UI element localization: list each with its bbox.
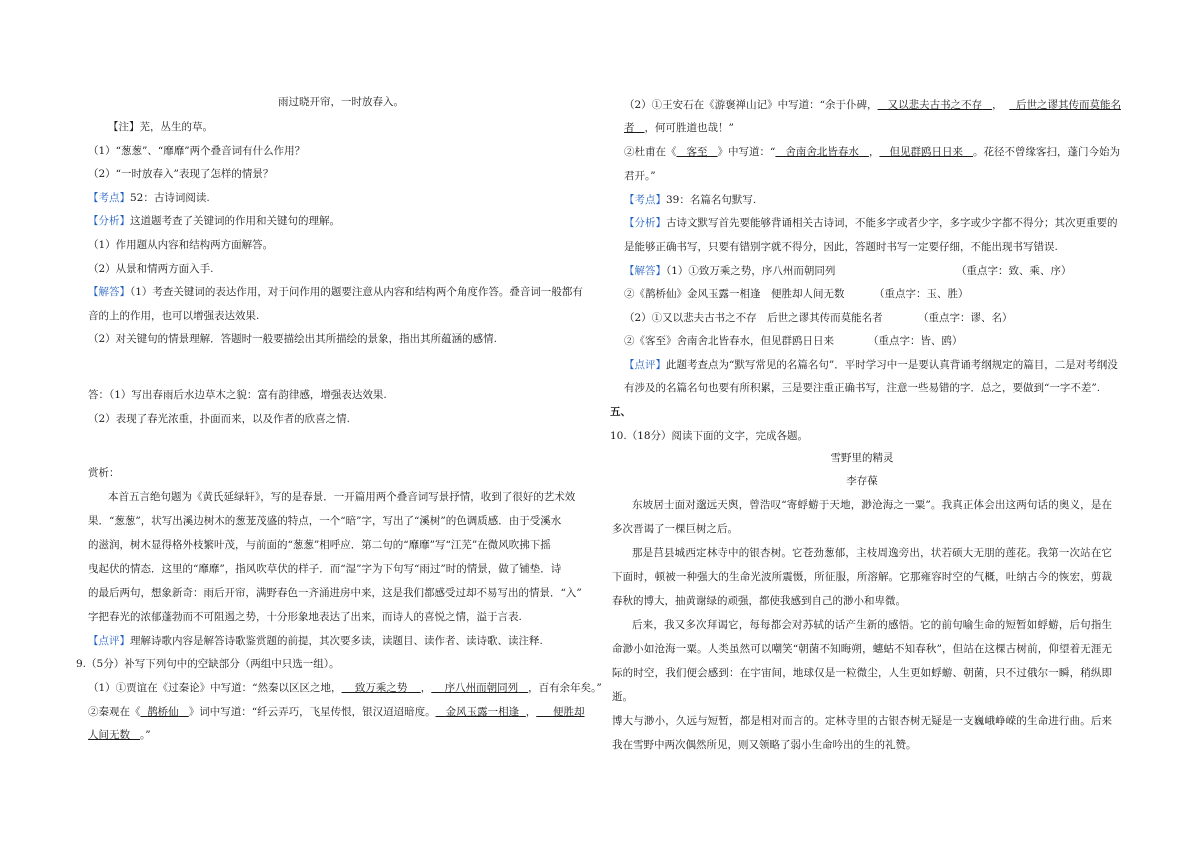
- r-jieda-3-key: （重点字：谬、名）: [918, 312, 1013, 324]
- article-line: 春秋的博大，抽黄谢绿的顽强，都使我感到自己的渺小和卑微。: [612, 595, 906, 607]
- fenxi-point-2: （2）从景和情两方面入手.: [88, 263, 214, 275]
- q9-2-blank-2b: [88, 729, 140, 741]
- r1-comma: ，: [992, 99, 1003, 111]
- r-kaodian-tag: 【考点】: [624, 194, 666, 206]
- dianping-text: 理解诗歌内容是解答诗歌鉴赏题的前提，其次要多读，读题目、读作者、读诗歌、读注释.: [130, 635, 543, 647]
- q9-2-answer-2b: 人间无数: [88, 729, 130, 741]
- r-fenxi-line: [624, 216, 1118, 230]
- fenxi-line: [88, 214, 340, 228]
- r-jieda-3: （2）①又以悲夫古书之不存 后世之谬其传而莫能名者: [624, 312, 883, 324]
- r2-answer: 者: [624, 122, 635, 134]
- shangxi-line: 本首五言绝句题为《黄氏延绿轩》，写的是春景．一开篇用两个叠音词写景抒情，收到了很好的艺术效: [108, 491, 576, 503]
- q9-2-answer-0: 鹊桥仙: [147, 706, 179, 718]
- article-title: 雪野里的精灵: [830, 452, 894, 464]
- r3-answer-2: 但见群鸥日日来: [889, 146, 963, 158]
- article-line: 后来，我又多次拜谒它，每每都会对苏轼的话产生新的感悟。它的前句喻生命的短暂如蜉蝣，后句指生: [632, 619, 1112, 631]
- r2-suffix: ，何可胜道也哉！”: [644, 122, 734, 134]
- q9-2-prefix: ②秦观在《: [88, 706, 141, 718]
- r-item-2-continued: 君开。”: [624, 170, 656, 182]
- r3-suffix: 。花径不曾缘客扫，蓬门今始为: [972, 146, 1120, 158]
- answer-2: （2）表现了春光浓重，扑面而来，以及作者的欣喜之情.: [88, 413, 351, 425]
- shangxi-line: 果．“葱葱”，状写出溪边树木的葱茏茂盛的特点，一个“暗”字，写出了“溪树”的色调质感．由于受溪水: [88, 515, 562, 527]
- question-2: （2）“一时放春入”表现了怎样的情景？: [88, 168, 274, 180]
- r-item-1-continued: [624, 121, 734, 135]
- r-dianping-text: 此题考查点为“默写常见的名篇名句”．平时学习中一是要认真背诵考纲规定的篇目，二是对考纲没: [666, 359, 1118, 371]
- r3-prefix: ②杜甫在《: [624, 146, 677, 158]
- q9-1-suffix: ，百有余年矣。”: [528, 682, 602, 694]
- jieda-line: [88, 285, 583, 299]
- shangxi-line: 字把春光的浓郁蓬勃而不可阻遏之势，十分形象地表达了出来，而诗人的喜悦之情，溢于言表.: [88, 611, 522, 623]
- q9-2-blank-0: [141, 706, 189, 718]
- r2-blank: [624, 122, 645, 134]
- r-fenxi-text: 古诗文默写首先要能够背诵相关古诗词，不能多字或者少字，多字或少字都不得分；其次更重要的: [666, 217, 1118, 229]
- article-line: 逝。: [612, 691, 633, 703]
- q9-item-1: [88, 681, 602, 695]
- fenxi-text: 这道题考查了关键词的作用和关键句的理解。: [130, 215, 340, 227]
- q9-1-blank-2: [431, 682, 528, 694]
- shangxi-line: 的滋润，树木显得格外枝繁叶茂，与前面的“葱葱”相呼应．第二句的“靡靡”写“江芜”在微风吹拂下摇: [88, 539, 551, 551]
- q9-1-answer-1: 致万乘之势: [354, 682, 408, 694]
- r-item-2: [624, 145, 1120, 159]
- jieda-tag: 【解答】: [88, 286, 130, 298]
- r-kaodian-text: 39：名篇名句默写.: [666, 194, 757, 206]
- r-dianping-line: [624, 358, 1118, 372]
- r1-prefix: （2）①王安石在《游褒禅山记》中写道：“余于仆碑，: [624, 99, 878, 111]
- q9-item-2: [88, 705, 584, 719]
- article-author: 李存葆: [846, 475, 878, 487]
- r3-answer-1: 舍南舍北皆春水: [785, 146, 859, 158]
- poem-note: 【注】芜，丛生的草。: [108, 121, 213, 133]
- r-jieda-2-key: （重点字：玉、胜）: [874, 288, 969, 300]
- kaodian-tag: 【考点】: [88, 192, 130, 204]
- r3-middle: 》中写道：“: [717, 146, 776, 158]
- question-1: （1）“葱葱”、“靡靡”两个叠音词有什么作用？: [88, 145, 306, 157]
- jieda-text: （1）考查关键词的表达作用，对于问作用的题要注意从内容和结构两个角度作答。叠音词一般都有: [130, 286, 583, 298]
- q9-2-blank-1: [436, 706, 526, 718]
- r1-answer-2: 后世之谬其传而莫能名: [1015, 99, 1121, 111]
- question-9-heading: 9.（5分）补写下列句中的空缺部分（两组中只选一组）。: [76, 658, 340, 670]
- q9-2-middle: 》词中写道：“纤云弄巧，飞星传恨，银汉迢迢暗度。: [188, 706, 436, 718]
- r-dianping-tag: 【点评】: [624, 359, 666, 371]
- q9-2-suffix: 。”: [140, 729, 151, 741]
- q9-2-answer-1: 金风玉露一相逢: [445, 706, 520, 718]
- article-line: 东坡居士面对邈远天舆，曾浩叹“寄蜉蝣于天地，渺沧海之一粟”。我真正体会出这两句话的奥义，是在: [632, 499, 1112, 511]
- dianping-tag: 【点评】: [88, 635, 130, 647]
- fenxi-point-1: （1）作用题从内容和结构两方面解答。: [88, 239, 274, 251]
- r-item-1: [624, 98, 1121, 112]
- r-jieda-2: ②《鹊桥仙》金风玉露一相逢 便胜却人间无数: [624, 288, 845, 300]
- jieda-text-continued: 音的上的作用，也可以增强表达效果.: [88, 310, 260, 322]
- r-jieda-4-key: （重点字：皆、鸥）: [868, 335, 963, 347]
- article-line: 多次晋谒了一棵巨树之后。: [612, 523, 738, 535]
- q9-1-blank-1: [342, 682, 421, 694]
- question-10-heading: 10.（18分）阅读下面的文字，完成各题。: [610, 430, 809, 442]
- article-line: 下面时，顿被一种强大的生命光波所震慑，所征服，所溶解。它那雍容时空的气概，吐纳古今的恢宏，剪裁: [612, 571, 1112, 583]
- r3-answer-0: 客至: [686, 146, 708, 158]
- article-line: 际的时空，我们便会感到：在宇宙间，地球仅是一粒微尘，人生更如蜉蝣、朝菌，只不过俄尔一瞬，稍纵即: [612, 667, 1112, 679]
- r-fenxi-tag: 【分析】: [624, 217, 666, 229]
- article-line: 我在雪野中两次偶然所见，则又领略了弱小生命吟出的生的礼赞。: [612, 739, 917, 751]
- answer-1: 答：（1）写出春雨后水边草木之貌：富有韵律感，增强表达效果.: [88, 389, 387, 401]
- q9-2-blank-2a: [536, 706, 584, 718]
- q9-1-comma: ，: [420, 682, 432, 694]
- r3-blank-1: [775, 146, 869, 158]
- article-line: 那是莒县城西定林寺中的银杏树。它苍劲葱郁，主枝周逸旁出，状若硕大无朋的莲花。我第一次站在它: [632, 547, 1112, 559]
- dianping-line: [88, 634, 543, 648]
- kaodian-text: 52：古诗词阅读.: [130, 192, 210, 204]
- q9-1-prefix: （1）①贾谊在《过秦论》中写道：“然秦以区区之地，: [88, 682, 342, 694]
- shangxi-label: 赏析：: [88, 467, 120, 479]
- r3-comma: ，: [868, 146, 880, 158]
- r-fenxi-line-2: 是能够正确书写，只要有错别字就不得分，因此，答题时书写一定要仔细，不能出现书写错误.: [624, 241, 1058, 253]
- q9-2-comma: ，: [525, 706, 537, 718]
- q9-item-2-continued: [88, 728, 151, 742]
- r-jieda-tag: 【解答】: [624, 265, 666, 277]
- jieda-point-2: （2）对关键句的情景理解．答题时一般要描绘出其所描绘的景象，指出其所蕴涵的感情.: [88, 333, 498, 345]
- shangxi-line: 的最后两句，想象新奇：雨后开帘，满野春色一齐涌进房中来，这是我们都感受过却不易写出的情景．“入”: [88, 587, 582, 599]
- q9-2-answer-2a: 便胜却: [552, 706, 585, 718]
- shangxi-line: 曳起伏的情态．这里的“靡靡”，指风吹草伏的样子．而“湿”字为下句写“雨过”时的情景，做了铺垫．诗: [88, 563, 562, 575]
- r1-blank-2: [1009, 99, 1121, 111]
- r-jieda-line: [624, 264, 835, 278]
- r3-blank-2: [879, 146, 973, 158]
- article-line: 博大与渺小，久远与短暂，都是相对而言的。定林寺里的古银杏树无疑是一支巍峨峥嵘的生命进行曲。后来: [612, 715, 1112, 727]
- r3-blank-0: [677, 146, 718, 158]
- r-kaodian-line: [624, 193, 756, 207]
- article-line: 命渺小如沧海一粟。人类虽然可以嘲笑“朝菌不知晦朔，蟪蛄不知春秋”，但站在这棵古树前，仰望着无涯无: [612, 643, 1112, 655]
- poem-last-line: 雨过晓开帘，一时放春入。: [278, 96, 404, 108]
- section-5-heading: 五、: [610, 406, 631, 418]
- r-jieda-4: ②《客至》舍南舍北皆春水，但见群鸥日日来: [624, 335, 834, 347]
- r-jieda-1-key: （重点字：致、乘、序）: [956, 265, 1072, 277]
- r1-blank-1: [878, 99, 993, 111]
- kaodian-line: [88, 191, 210, 205]
- q9-1-answer-2: 序八州而朝同列: [444, 682, 519, 694]
- r-dianping-line-2: 有涉及的名篇名句也要有所积累，三是要注重正确书写，注意一些易错的字．总之，要做到“一字不差”.: [624, 382, 1101, 394]
- fenxi-tag: 【分析】: [88, 215, 130, 227]
- r-jieda-1: （1）①致万乘之势，序八州而朝同列: [666, 265, 836, 277]
- r1-answer-1: 又以悲夫古书之不存: [887, 99, 983, 111]
